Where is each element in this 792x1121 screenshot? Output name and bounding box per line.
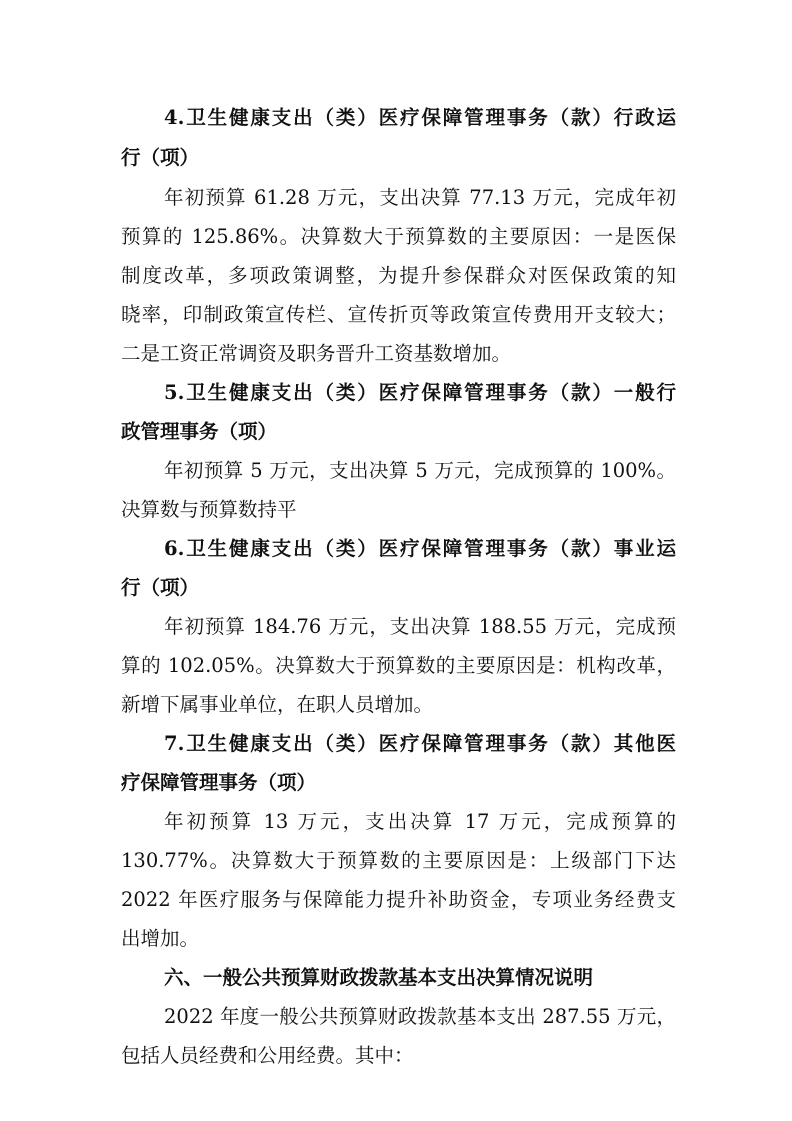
- chapter-6-body-line-2: 包括人员经费和公用经费。其中：: [121, 1044, 414, 1067]
- section-4-body-line-5: 二是工资正常调资及职务晋升工资基数增加。: [121, 342, 512, 365]
- section-7-body-line-4: 出增加。: [121, 927, 200, 950]
- section-4-heading-line-1: 4.卫生健康支出（类）医疗保障管理事务（款）行政运: [164, 106, 676, 129]
- section-7-body-line-3: 2022 年医疗服务与保障能力提升补助资金，专项业务经费支: [121, 888, 676, 911]
- section-4-body-line-2: 预算的 125.86%。决算数大于预算数的主要原因：一是医保: [121, 225, 676, 248]
- section-5-heading-line-2: 政管理事务（项）: [121, 420, 278, 443]
- section-7-body-line-2: 130.77%。决算数大于预算数的主要原因是：上级部门下达: [121, 849, 676, 872]
- section-4-body-line-3: 制度改革，多项政策调整，为提升参保群众对医保政策的知: [121, 264, 676, 287]
- section-7-heading-line-2: 疗保障管理事务（项）: [121, 771, 317, 794]
- section-6-body-line-2: 算的 102.05%。决算数大于预算数的主要原因是：机构改革，: [121, 654, 676, 677]
- section-6-heading-line-2: 行（项）: [121, 576, 200, 599]
- section-4-heading-line-2: 行（项）: [121, 146, 200, 169]
- section-4-body-line-1: 年初预算 61.28 万元，支出决算 77.13 万元，完成年初: [164, 186, 676, 209]
- section-7-body-line-1: 年初预算 13 万元，支出决算 17 万元，完成预算的: [164, 810, 676, 833]
- section-6-body-line-1: 年初预算 184.76 万元，支出决算 188.55 万元，完成预: [164, 615, 676, 638]
- chapter-6-heading: 六、一般公共预算财政拨款基本支出决算情况说明: [164, 966, 594, 989]
- section-5-body-line-1: 年初预算 5 万元，支出决算 5 万元，完成预算的 100%。: [164, 459, 676, 482]
- section-4-body-line-4: 晓率，印制政策宣传栏、宣传折页等政策宣传费用开支较大；: [121, 303, 676, 326]
- section-6-heading-line-1: 6.卫生健康支出（类）医疗保障管理事务（款）事业运: [164, 537, 676, 560]
- section-6-body-line-3: 新增下属事业单位，在职人员增加。: [121, 693, 434, 716]
- section-5-heading-line-1: 5.卫生健康支出（类）医疗保障管理事务（款）一般行: [164, 381, 676, 404]
- section-7-heading-line-1: 7.卫生健康支出（类）医疗保障管理事务（款）其他医: [164, 732, 676, 755]
- chapter-6-body-line-1: 2022 年度一般公共预算财政拨款基本支出 287.55 万元，: [164, 1005, 676, 1028]
- section-5-body-line-2: 决算数与预算数持平: [121, 498, 297, 521]
